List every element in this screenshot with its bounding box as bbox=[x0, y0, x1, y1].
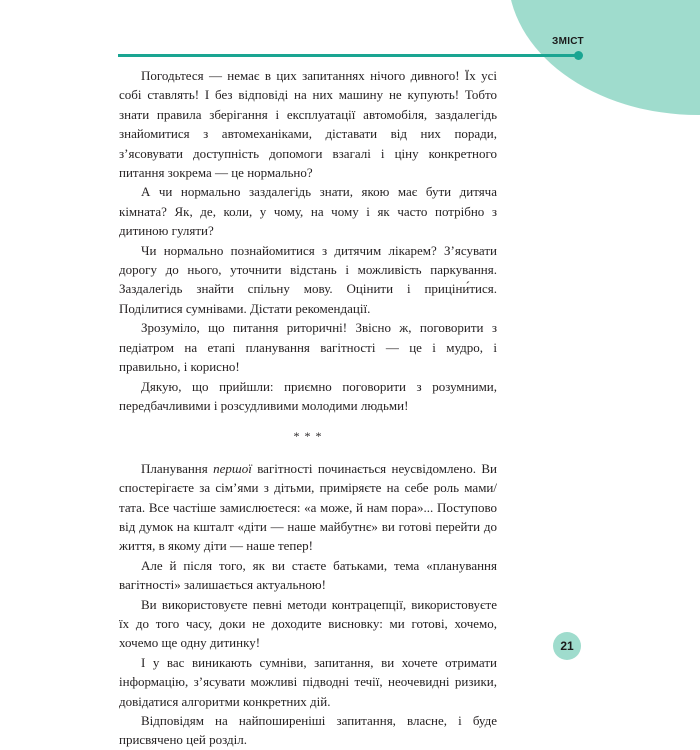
paragraph: Чи нормально познайомитися з дитячим лікарем? З’ясувати дорогу до нього, уточнити відстань і можливість паркування. Заздалегідь знайти спільну мову. Оцінити і приціни́тися. Поділитися сумнівами. Дістати рекомендації. bbox=[119, 242, 497, 316]
paragraph: Погодьтеся — немає в цих запитаннях нічого дивного! Їх усі собі ставлять! І без відповіді на них машину не купують! Тобто знати правила зберігання і експлуатації автомобіля, заздалегідь знайомитися з автомеханіками, діставати від них поради, з’ясовувати доступність допомоги взагалі і ціну конкретного питання зокрема — це нормально? bbox=[119, 68, 497, 181]
paragraph bbox=[119, 459, 497, 556]
text-run: вагітності починається неусвідомлено. Ви спостерігаєте за сім’ями з дітьми, приміряєте на себе роль мами/тата. Все частіше замислюєтеся: «а може, й нам пора»... Поступово від думок на кшталт «діти — наше майбутнє» ви готові перейти до життя, в якому діти — наше тепер! bbox=[119, 460, 497, 554]
italic-emphasis: першої bbox=[213, 460, 252, 476]
corner-decoration bbox=[508, 0, 700, 115]
header-rule bbox=[118, 54, 578, 57]
text-run: Планування bbox=[141, 460, 214, 476]
paragraph: Але й після того, як ви стаєте батьками, тема «планування вагітності» залишається актуальною! bbox=[119, 557, 497, 593]
header-rule-dot bbox=[574, 51, 583, 60]
paragraph: А чи нормально заздалегідь знати, якою має бути дитяча кімната? Як, де, коли, у чому, на чому і як часто потрібно з дитиною гуляти? bbox=[119, 184, 497, 239]
section-separator: * * * bbox=[293, 429, 323, 444]
paragraph: І у вас виникають сумніви, запитання, ви хочете отримати інформацію, з’ясувати можливі підводні течії, неочевидні ризики, довідатися алгоритми конкретних дій. bbox=[119, 654, 497, 709]
toc-link[interactable]: ЗМІСТ bbox=[552, 36, 584, 47]
page-body bbox=[119, 66, 497, 750]
page-number: 21 bbox=[560, 639, 574, 653]
paragraph: Відповідям на найпоширеніші запитання, власне, і буде присвячено цей розділ. bbox=[119, 713, 497, 748]
paragraph: Дякую, що прийшли: приємно поговорити з розумними, передбачливими і розсудливими молодими людьми! bbox=[119, 378, 497, 413]
paragraph: Ви використовуєте певні методи контрацепції, використовуєте їх до того часу, доки не доходите висновку: ми готові, хочемо, хочемо ще одну дитинку! bbox=[119, 596, 497, 651]
page-number-badge bbox=[553, 632, 581, 660]
paragraph: Зрозуміло, що питання риторичні! Звісно ж, поговорити з педіатром на етапі планування вагітності — це і мудро, і правильно, і корисно! bbox=[119, 320, 497, 375]
